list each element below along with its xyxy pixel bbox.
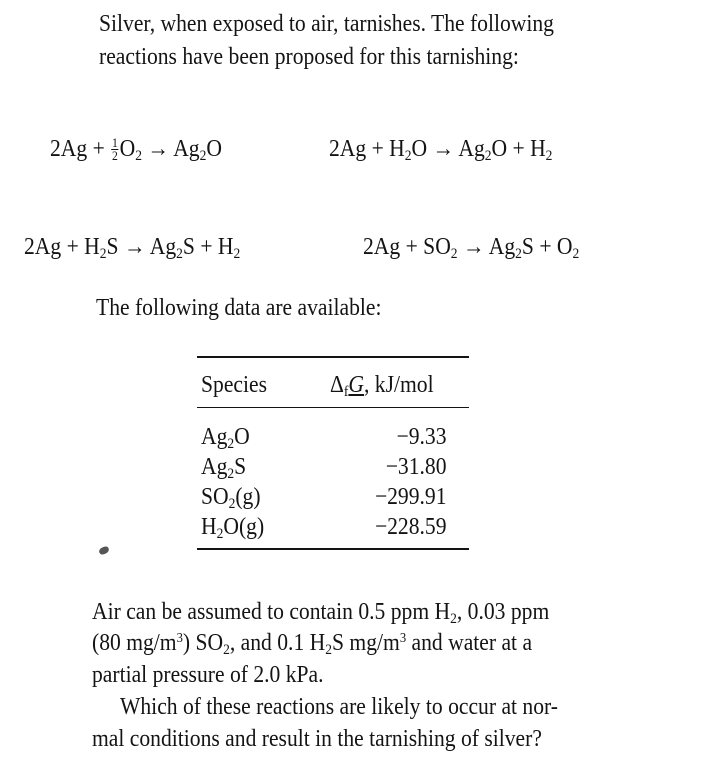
- question-line-4: Which of these reactions are likely to occur at nor-: [120, 694, 558, 720]
- reaction-text: → Ag: [457, 234, 516, 260]
- intro-line-2: reactions have been proposed for this tarnishing:: [99, 44, 519, 70]
- table-row-species: [201, 514, 265, 542]
- question-line-5: mal conditions and result in the tarnishing of silver?: [92, 726, 542, 752]
- subscript: 2: [515, 246, 522, 262]
- subscript: 2: [216, 526, 224, 542]
- reaction-text: O: [119, 136, 136, 162]
- ink-smudge: [98, 546, 110, 556]
- table-top-rule: [197, 356, 469, 358]
- table-header-rule: [197, 407, 469, 408]
- species-text: O(g): [223, 514, 265, 540]
- reaction-ag-so2: [363, 234, 580, 262]
- question-text: (80 mg/m: [92, 630, 177, 656]
- subscript: f: [343, 384, 349, 400]
- species-text: (g): [235, 484, 261, 510]
- reaction-ag-o2: [50, 137, 222, 162]
- species-text: SO: [201, 484, 229, 510]
- subscript: 2: [176, 246, 183, 262]
- reaction-text: 2Ag + H: [24, 234, 100, 260]
- question-text: ) SO: [182, 630, 224, 656]
- table-row-species: [201, 454, 247, 482]
- subscript: 2: [227, 436, 235, 452]
- question-line-3: partial pressure of 2.0 kPa.: [92, 662, 324, 688]
- reaction-text: S + H: [182, 234, 234, 260]
- subscript: 2: [450, 611, 457, 627]
- species-text: H: [201, 514, 217, 540]
- question-text: and water at a: [406, 630, 533, 656]
- question-text: Air can be assumed to contain 0.5 ppm H: [92, 599, 451, 625]
- reaction-text: 2Ag + H: [329, 136, 405, 162]
- species-text: O: [234, 424, 250, 450]
- reaction-text: → Ag: [141, 136, 200, 162]
- question-text: , and 0.1 H: [229, 630, 326, 656]
- fraction-numerator: 1: [111, 135, 118, 150]
- subscript: 2: [199, 148, 207, 164]
- subscript: 2: [545, 148, 553, 164]
- subscript: 2: [325, 642, 332, 658]
- reaction-text: S → Ag: [106, 234, 177, 260]
- subscript: 2: [450, 246, 458, 262]
- superscript: 3: [399, 631, 407, 646]
- delta-symbol: Δ: [330, 372, 344, 398]
- table-row-value: −228.59: [375, 514, 447, 540]
- reaction-text: O → Ag: [411, 136, 485, 162]
- reaction-text: S + O: [521, 234, 573, 260]
- subscript: 2: [572, 246, 580, 262]
- header-species: Species: [201, 372, 267, 398]
- fraction-one-half: [111, 137, 119, 162]
- species-text: S: [234, 454, 247, 480]
- gibbs-symbol: G: [348, 372, 365, 398]
- question-line-1: [92, 599, 550, 627]
- question-text: , 0.03 ppm: [456, 599, 550, 625]
- table-bottom-rule: [197, 548, 469, 550]
- subscript: 2: [223, 642, 230, 658]
- subscript: 2: [484, 148, 492, 164]
- table-row-value: −299.91: [375, 484, 447, 510]
- table-row-species: [201, 484, 261, 512]
- species-text: Ag: [201, 454, 228, 480]
- reaction-text: 2Ag + SO: [363, 234, 451, 260]
- reaction-ag-h2s: [24, 234, 241, 262]
- subscript: 2: [233, 246, 241, 262]
- subscript: 2: [404, 148, 412, 164]
- question-text: S mg/m: [331, 630, 400, 656]
- subscript: 2: [227, 466, 235, 482]
- subscript: 2: [228, 496, 236, 512]
- intro-line-1: Silver, when exposed to air, tarnishes. The following: [99, 11, 554, 37]
- species-text: Ag: [201, 424, 228, 450]
- fraction-denominator: 2: [111, 148, 118, 163]
- reaction-ag-h2o: [329, 136, 553, 164]
- header-gibbs: [330, 372, 434, 400]
- subscript: 2: [135, 148, 142, 164]
- subscript: 2: [99, 246, 107, 262]
- reaction-text: 2Ag +: [50, 136, 111, 162]
- reaction-text: O + H: [491, 136, 546, 162]
- reaction-text: O: [206, 136, 222, 162]
- header-units: , kJ/mol: [364, 372, 434, 398]
- table-row-value: −31.80: [386, 454, 447, 480]
- data-intro: The following data are available:: [96, 295, 382, 321]
- question-line-2: [92, 630, 533, 658]
- table-row-species: [201, 424, 250, 452]
- superscript: 3: [176, 631, 183, 646]
- table-row-value: −9.33: [397, 424, 447, 450]
